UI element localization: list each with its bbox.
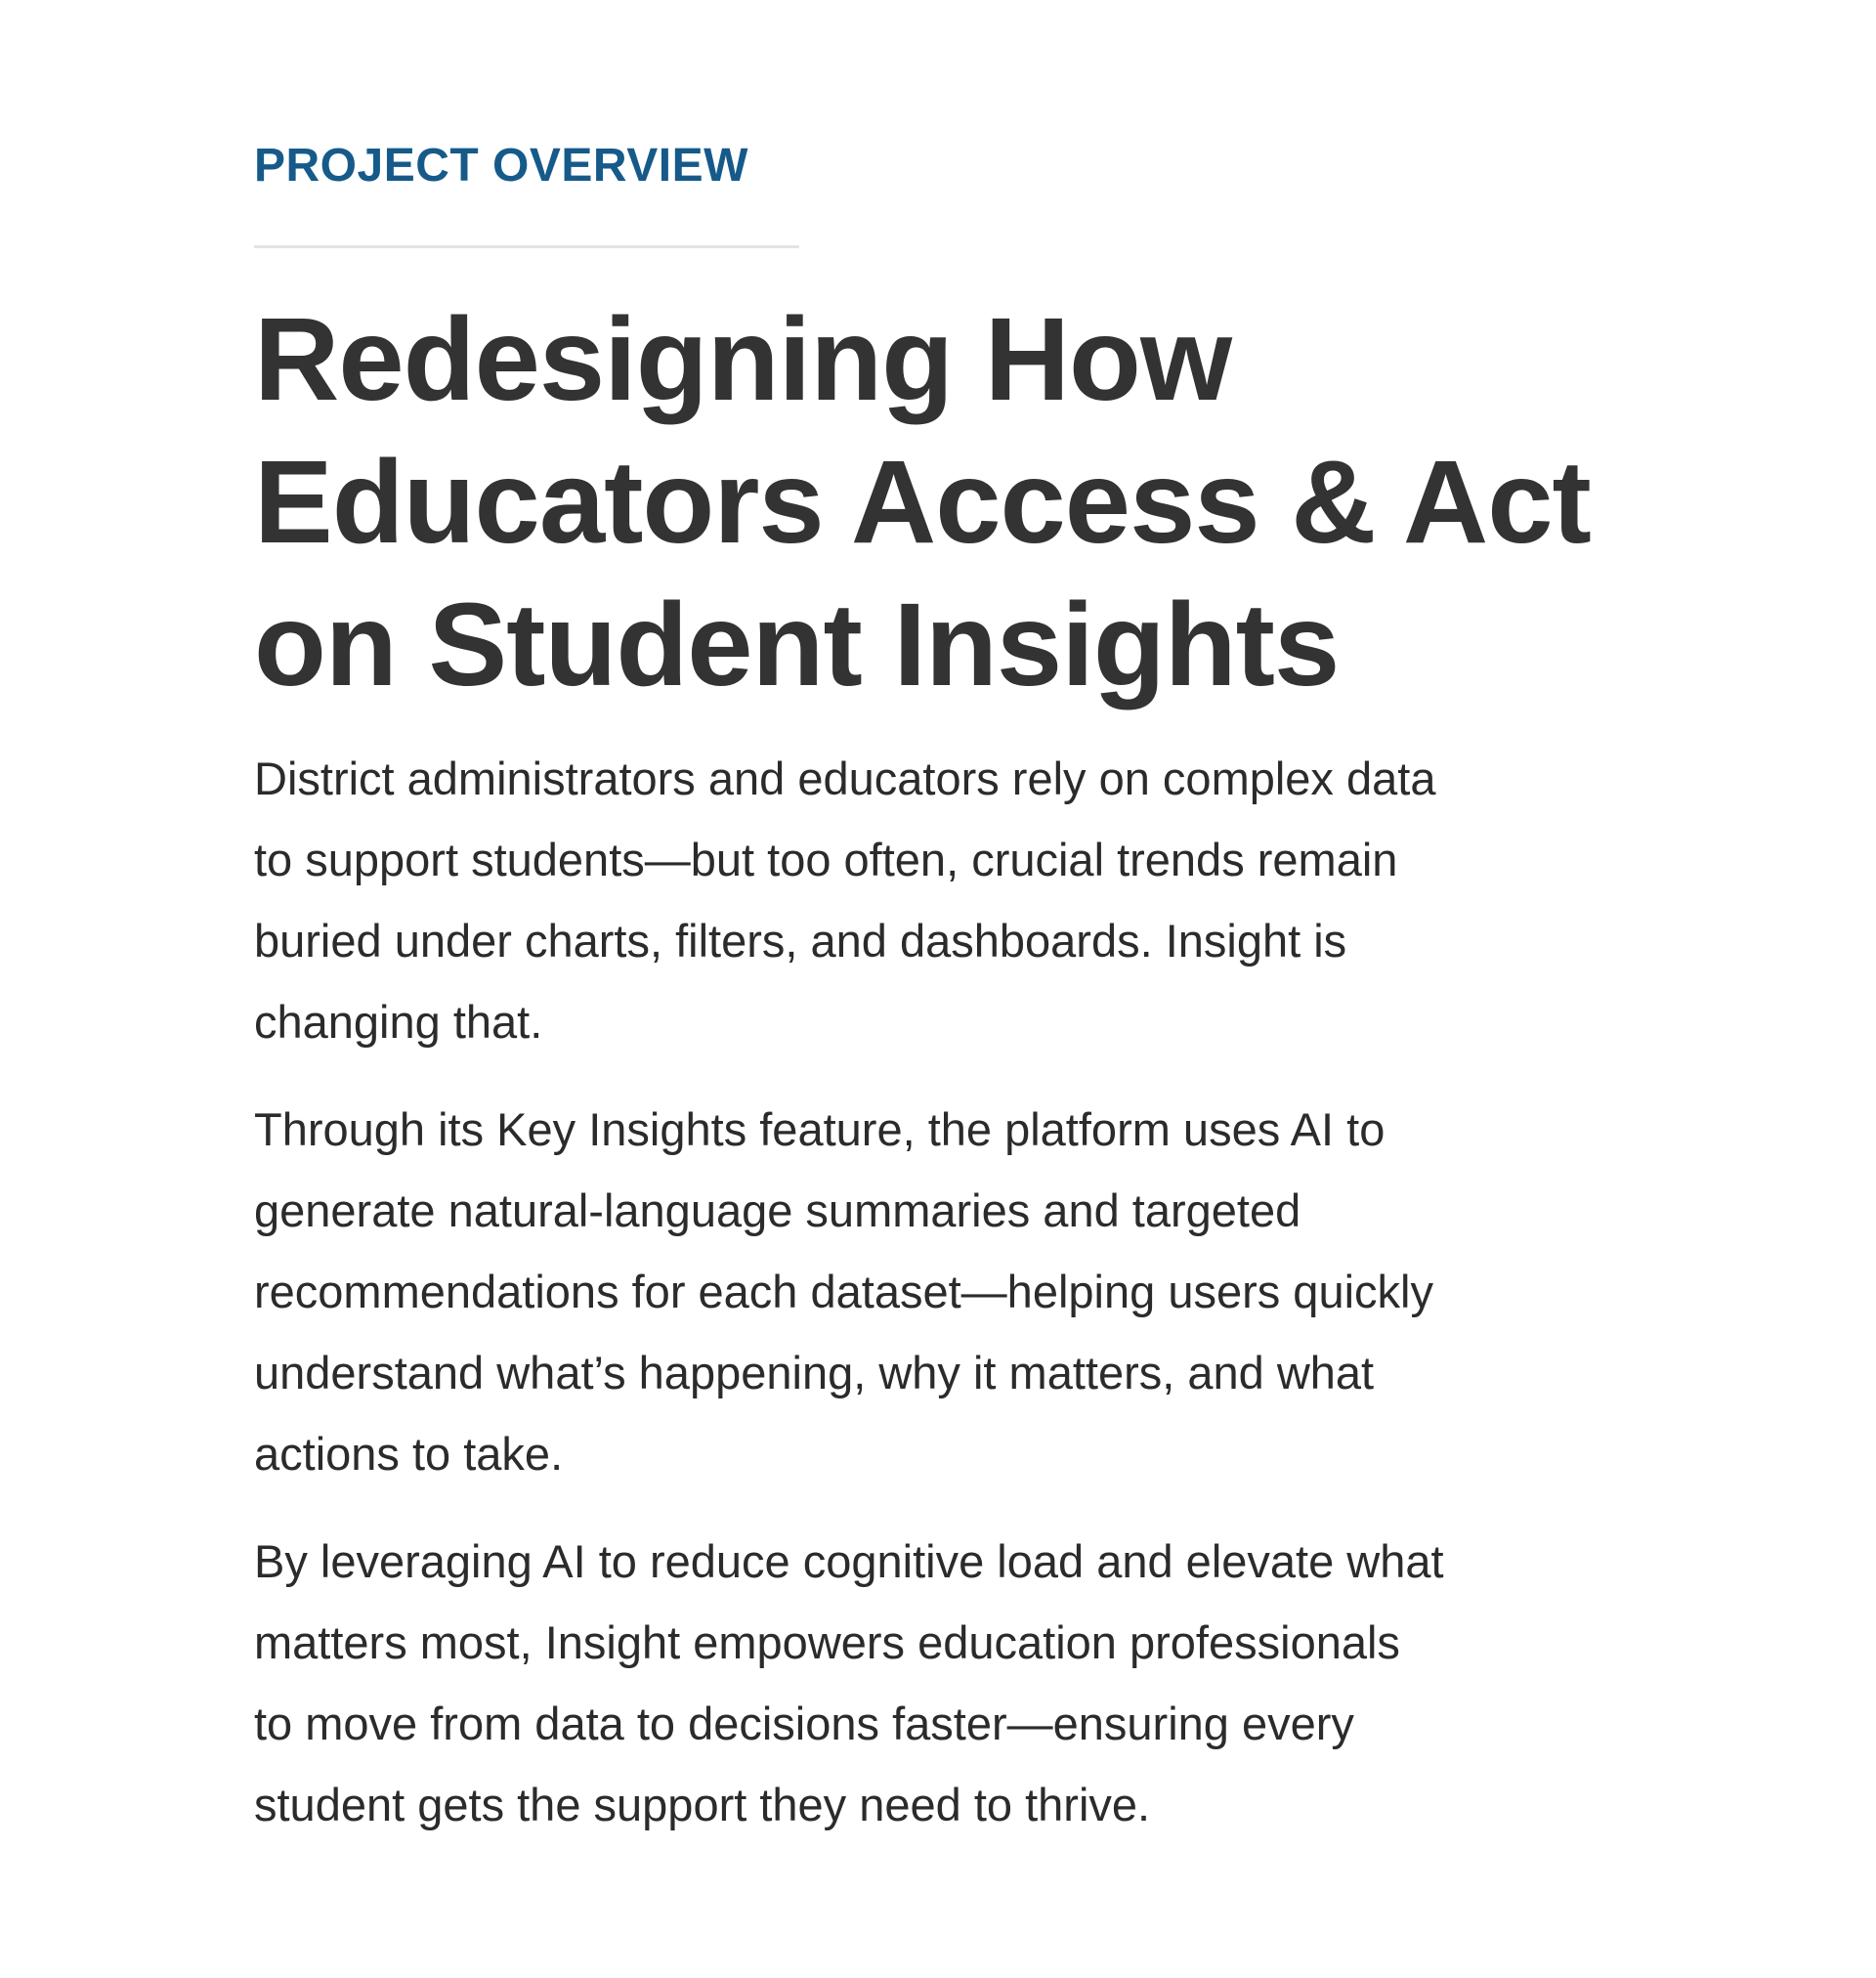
paragraph-line: to move from data to decisions faster—ensuring every xyxy=(254,1698,1354,1749)
paragraph-line: changing that. xyxy=(254,996,543,1048)
key-insights-paragraph xyxy=(254,1089,1642,1494)
paragraph-line: understand what’s happening, why it matters, and what xyxy=(254,1347,1375,1398)
paragraph-line: recommendations for each dataset—helping users quickly xyxy=(254,1266,1433,1317)
impact-paragraph xyxy=(254,1521,1642,1845)
paragraph-line: Through its Key Insights feature, the platform uses AI to xyxy=(254,1103,1386,1155)
paragraph-line: actions to take. xyxy=(254,1428,564,1480)
paragraph-line: generate natural-language summaries and targeted xyxy=(254,1184,1301,1236)
title-line: on Student Insights xyxy=(254,578,1340,710)
paragraph-line: student gets the support they need to thrive. xyxy=(254,1779,1151,1830)
section-label: PROJECT OVERVIEW xyxy=(254,140,748,192)
intro-paragraph xyxy=(254,738,1642,1062)
paragraph-line: to support students—but too often, crucial trends remain xyxy=(254,834,1398,885)
title-line: Redesigning How xyxy=(254,292,1232,425)
paragraph-line: buried under charts, filters, and dashboards. Insight is xyxy=(254,915,1347,967)
paragraph-line: District administrators and educators rely on complex data xyxy=(254,752,1436,804)
title-line: Educators Access & Act xyxy=(254,435,1591,568)
section-divider xyxy=(254,245,799,248)
paragraph-line: By leveraging AI to reduce cognitive load and elevate what xyxy=(254,1535,1444,1587)
paragraph-line: matters most, Insight empowers education professionals xyxy=(254,1616,1400,1668)
page-title xyxy=(254,287,1642,715)
